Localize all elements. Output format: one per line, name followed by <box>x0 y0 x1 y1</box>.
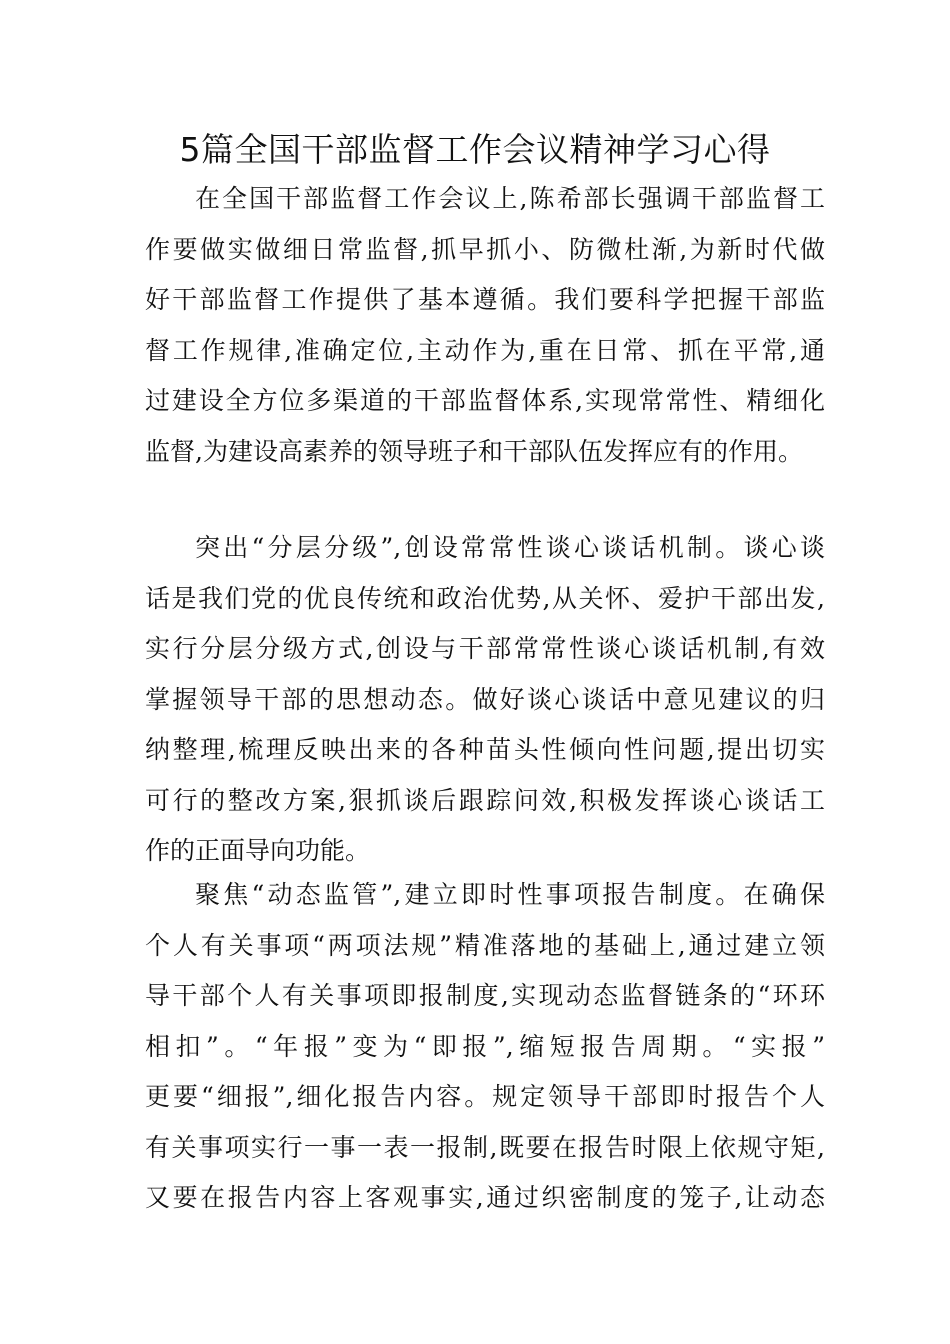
paragraph-3 <box>145 870 825 1224</box>
paragraph-line: 更要“细报”,细化报告内容。规定领导干部即时报告个人 <box>145 1082 825 1111</box>
paragraph-line: 聚焦“动态监管”,建立即时性事项报告制度。在确保 <box>195 880 825 909</box>
paragraph-line: 过建设全方位多渠道的干部监督体系,实现常常性、精细化 <box>145 386 825 415</box>
paragraph-line: 纳整理,梳理反映出来的各种苗头性倾向性问题,提出切实 <box>145 735 825 764</box>
paragraph-line: 好干部监督工作提供了基本遵循。我们要科学把握干部监 <box>145 285 825 314</box>
document-title: 5篇全国干部监督工作会议精神学习心得 <box>179 130 771 169</box>
paragraph-line: 作要做实做细日常监督,抓早抓小、防微杜渐,为新时代做 <box>145 234 825 264</box>
paragraph-line: 话是我们党的优良传统和政治优势,从关怀、爱护干部出发, <box>145 583 825 613</box>
paragraph-line: 作的正面导向功能。 <box>145 836 371 865</box>
paragraph-1 <box>145 174 825 477</box>
paragraph-line: 个人有关事项“两项法规”精准落地的基础上,通过建立领 <box>145 930 825 960</box>
paragraph-2 <box>145 523 825 877</box>
paragraph-line: 监督,为建设高素养的领导班子和干部队伍发挥应有的作用。 <box>145 436 803 466</box>
paragraph-line: 有关事项实行一事一表一报制,既要在报告时限上依规守矩, <box>145 1132 825 1162</box>
paragraph-line: 突出“分层分级”,创设常常性谈心谈话机制。谈心谈 <box>195 533 825 562</box>
paragraph-line: 在全国干部监督工作会议上,陈希部长强调干部监督工 <box>195 184 825 213</box>
paragraph-line: 相扣”。“年报”变为“即报”,缩短报告周期。“实报” <box>145 1031 825 1061</box>
paragraph-line: 掌握领导干部的思想动态。做好谈心谈话中意见建议的归 <box>145 684 825 714</box>
paragraph-line: 导干部个人有关事项即报制度,实现动态监督链条的“环环 <box>145 981 825 1010</box>
paragraph-line: 督工作规律,准确定位,主动作为,重在日常、抓在平常,通 <box>145 335 825 365</box>
paragraph-line: 实行分层分级方式,创设与干部常常性谈心谈话机制,有效 <box>145 634 825 663</box>
paragraph-line: 又要在报告内容上客观事实,通过织密制度的笼子,让动态 <box>145 1183 825 1212</box>
paragraph-line: 可行的整改方案,狠抓谈后跟踪问效,积极发挥谈心谈话工 <box>145 785 825 815</box>
